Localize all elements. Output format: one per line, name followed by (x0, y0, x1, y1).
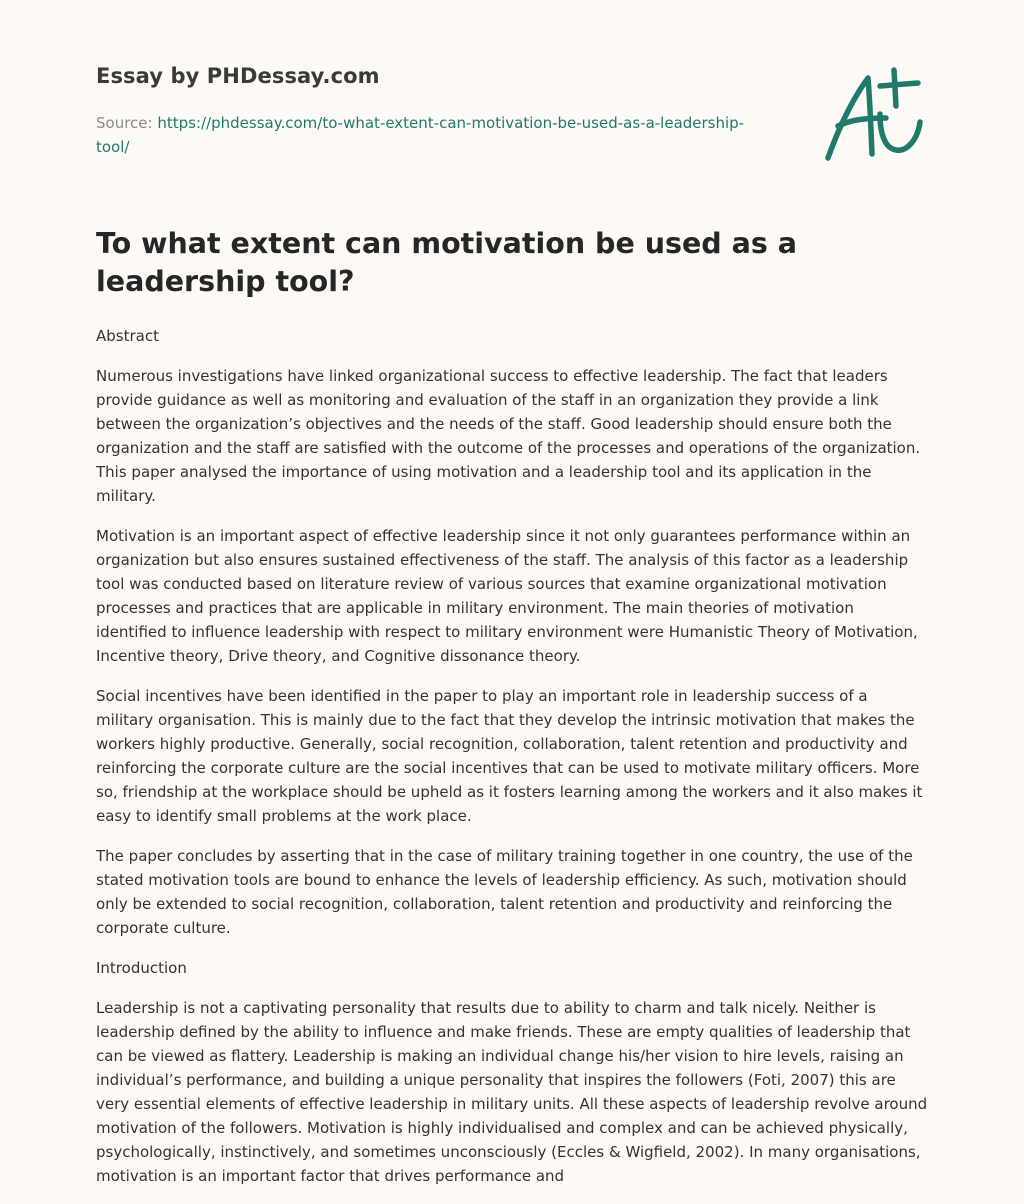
source-line (96, 111, 796, 159)
paragraph: The paper concludes by asserting that in the case of military training together in one country, the use of the stated motivation tools are bound to enhance the levels of leadership efficiency. As such, motivation should only be extended to social recognition, collaboration, talent retention and productivity and reinforcing the corporate culture. (96, 847, 913, 937)
source-link-line1: https://phdessay.com/to-what-extent-can-motivation-be-used-as-a-leadership- (157, 114, 745, 132)
paragraph: Leadership is not a captivating personality that results due to ability to charm and talk nicely. Neither is leadership defined by the ability to influence and make friends. These are empty qualities of leadership that can be viewed as flattery. Leadership is making an individual change his/her vision to hire levels, raising an individual’s performance, and building a unique personality that inspires the followers (Foti, 2007) this are very essential elements of effective leadership in military units. All these aspects of leadership revolve around motivation of the followers. Motivation is highly individualised and complex and can be achieved physically, psychologically, instinctively, and sometimes unconsciously (Eccles & Wigfield, 2002). In many organisations, motivation is an important factor that drives performance and (96, 999, 928, 1185)
paragraph: Social incentives have been identified in the paper to play an important role in leadership success of a military organisation. This is mainly due to the fact that they develop the intrinsic motivation that makes the workers highly productive. Generally, social recognition, collaboration, talent retention and productivity and reinforcing the corporate culture are the social incentives that can be used to motivate military officers. More so, friendship at the workplace should be upheld as it fosters learning among the workers and it also makes it easy to identify small problems at the work place. (96, 687, 923, 825)
source-label: Source: (96, 114, 153, 132)
a-plus-logo-icon (824, 66, 928, 166)
paragraph: Numerous investigations have linked organizational success to effective leadership. The fact that leaders provide guidance as well as monitoring and evaluation of the staff in an organization they provide a link between the organization’s objectives and the needs of the staff. Good leadership should ensure both the organization and the staff are satisfied with the outcome of the processes and operations of the organization. This paper analysed the importance of using motivation and a leadership tool and its application in the military. (96, 367, 921, 505)
source-link-line2: tool/ (96, 138, 130, 156)
paragraph: Motivation is an important aspect of effective leadership since it not only guarantees performance within an organization but also ensures sustained effectiveness of the staff. The analysis of this factor as a leadership tool was conducted based on literature review of various sources that examine organizational motivation processes and practices that are applicable in military environment. The main theories of motivation identified to influence leadership with respect to military environment were Humanistic Theory of Motivation, Incentive theory, Drive theory, and Cognitive dissonance theory. (96, 527, 918, 665)
essay-title: To what extent can motivation be used as a leadership tool? (96, 227, 797, 298)
site-title: Essay by PHDessay.com (96, 64, 380, 88)
source-link[interactable] (96, 114, 744, 156)
essay-body (96, 324, 928, 1204)
section-heading-abstract: Abstract (96, 327, 159, 345)
section-heading-introduction: Introduction (96, 959, 187, 977)
